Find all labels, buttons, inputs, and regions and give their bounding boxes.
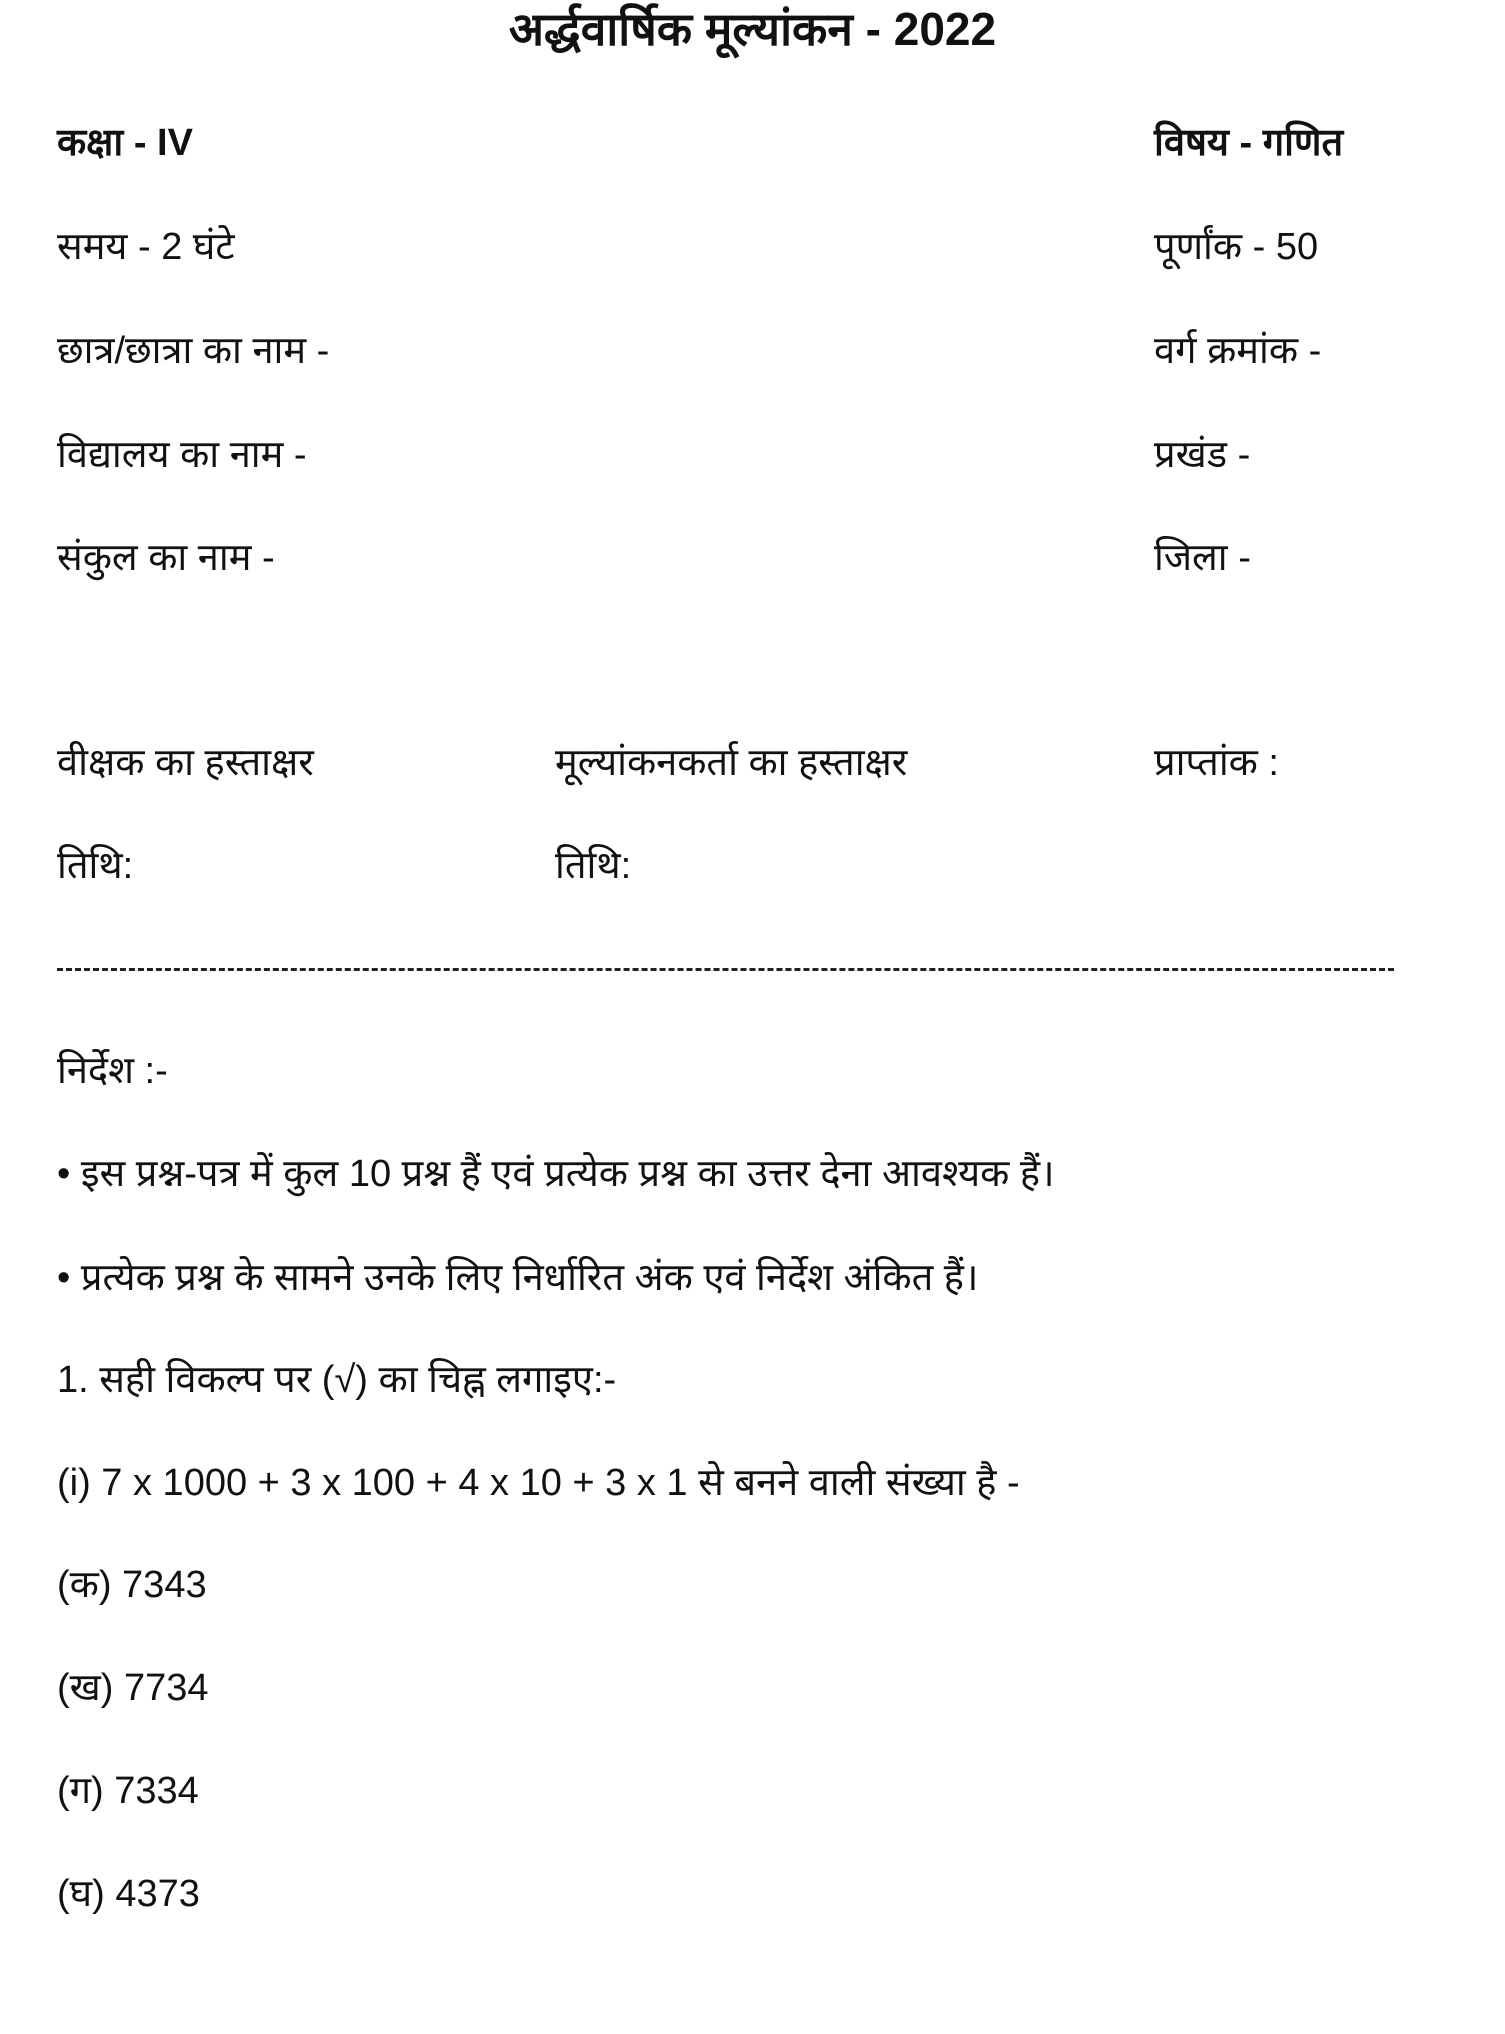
option-gha: (घ) 4373: [57, 1873, 200, 1915]
school-name-field: विद्यालय का नाम -: [57, 434, 307, 476]
instruction-item: • प्रत्येक प्रश्न के सामने उनके लिए निर्धारित अंक एवं निर्देश अंकित हैं।: [57, 1257, 979, 1299]
instructions-heading: निर्देश :-: [57, 1050, 168, 1092]
cluster-name-field: संकुल का नाम -: [57, 537, 275, 579]
subject-label: विषय - गणित: [1154, 122, 1344, 164]
option-kha: (ख) 7734: [57, 1667, 209, 1709]
marks-obtained: प्राप्तांक :: [1154, 742, 1279, 784]
question-1-heading: 1. सही विकल्प पर (√) का चिह्न लगाइए:-: [57, 1359, 617, 1401]
instruction-item: • इस प्रश्न-पत्र में कुल 10 प्रश्न हैं एवं प्रत्येक प्रश्न का उत्तर देना आवश्यक हैं।: [57, 1153, 1055, 1195]
class-label: कक्षा - IV: [57, 122, 193, 164]
full-marks-label: पूर्णांक - 50: [1154, 226, 1319, 268]
option-ga: (ग) 7334: [57, 1770, 199, 1812]
time-label: समय - 2 घंटे: [57, 226, 235, 268]
roll-no-field: वर्ग क्रमांक -: [1154, 330, 1322, 372]
date-field-2: तिथि:: [555, 845, 632, 887]
date-field-1: तिथि:: [57, 845, 134, 887]
dashed-divider: [57, 968, 1394, 971]
page-title: अर्द्धवार्षिक मूल्यांकन - 2022: [508, 3, 997, 55]
district-field: जिला -: [1154, 537, 1251, 579]
student-name-field: छात्र/छात्रा का नाम -: [57, 330, 330, 372]
question-1-sub: (i) 7 x 1000 + 3 x 100 + 4 x 10 + 3 x 1 से बनने वाली संख्या है -: [57, 1462, 1020, 1504]
block-field: प्रखंड -: [1154, 434, 1251, 476]
evaluator-signature: मूल्यांकनकर्ता का हस्ताक्षर: [555, 742, 908, 784]
option-ka: (क) 7343: [57, 1564, 207, 1606]
invigilator-signature: वीक्षक का हस्ताक्षर: [57, 742, 314, 784]
